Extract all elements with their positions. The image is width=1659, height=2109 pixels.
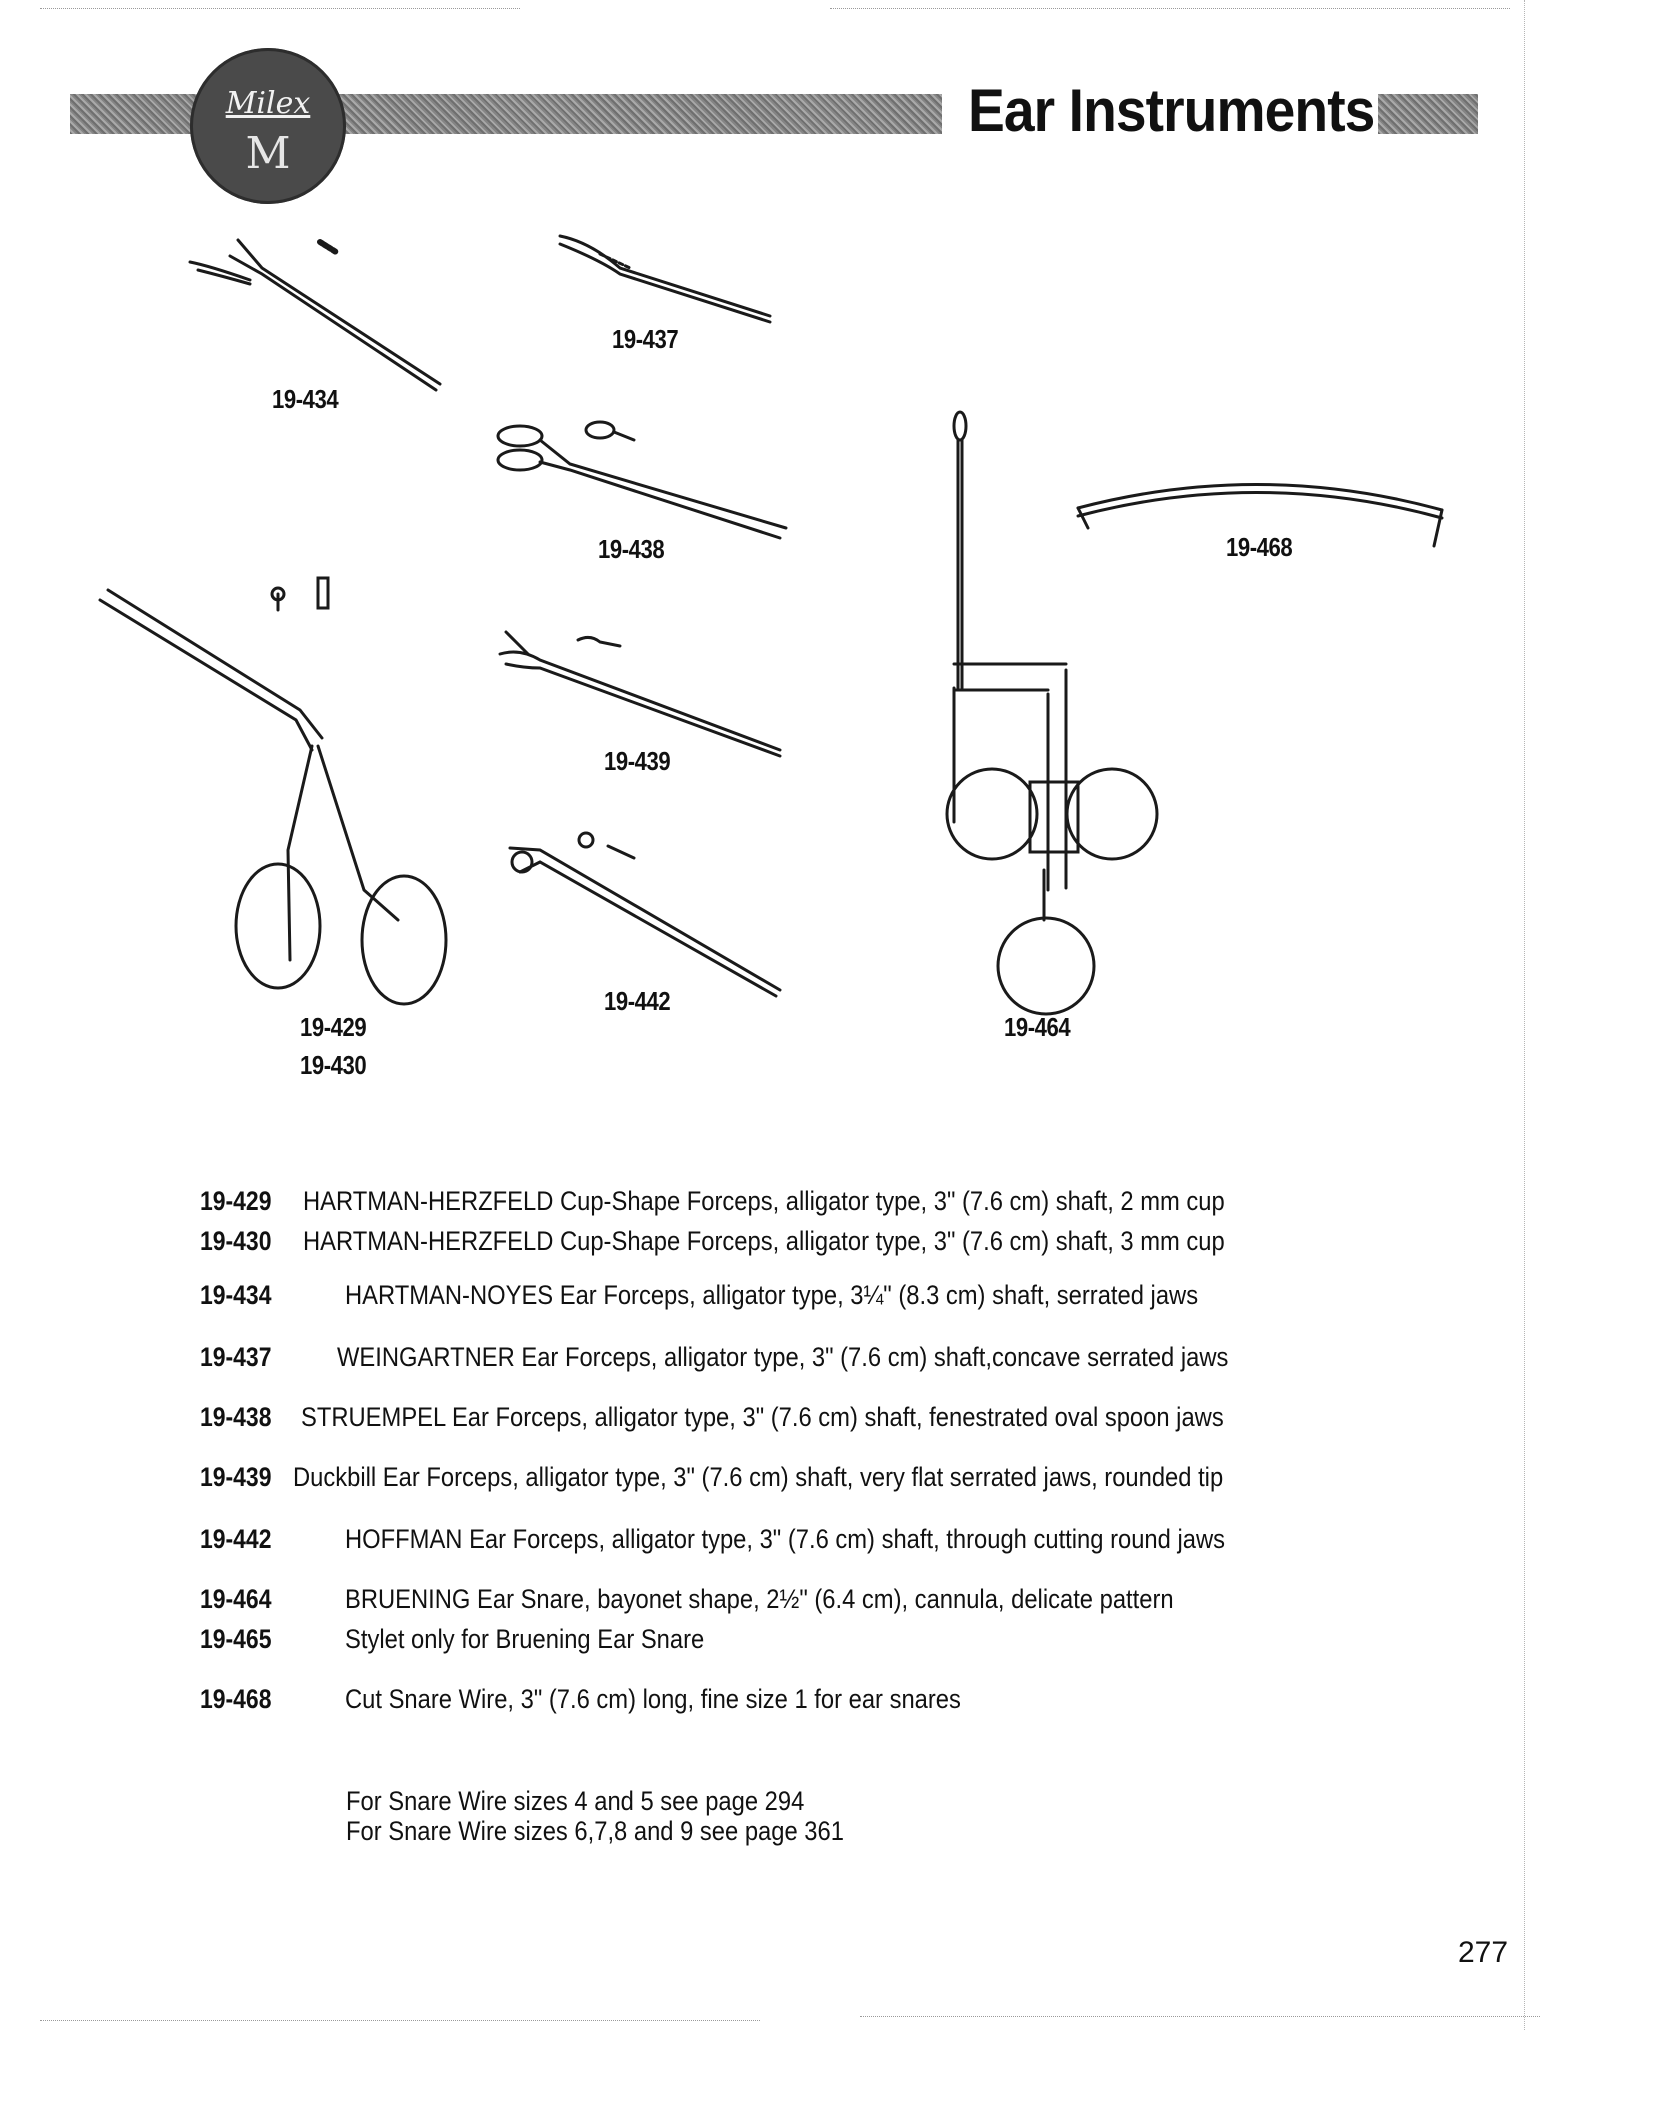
catalog-line — [200, 1524, 1350, 1564]
note-snare-wire-sizes-4-5: For Snare Wire sizes 4 and 5 see page 294 — [346, 1786, 805, 1816]
figure-label-19-429: 19-429 — [300, 1012, 367, 1042]
figure-label-19-438: 19-438 — [598, 534, 665, 564]
item-description: HARTMAN-HERZFELD Cup-Shape Forceps, alligator type, 3" (7.6 cm) shaft, 3 mm cup — [302, 1226, 1225, 1256]
forceps-19-434-illustration — [190, 240, 440, 390]
figure-label-19-430: 19-430 — [300, 1050, 367, 1080]
item-code: 19-437 — [200, 1342, 272, 1372]
item-description: HARTMAN-HERZFELD Cup-Shape Forceps, alligator type, 3" (7.6 cm) shaft, 2 mm cup — [302, 1186, 1225, 1216]
item-description: Duckbill Ear Forceps, alligator type, 3" (7.6 cm) shaft, very flat serrated jaws, rounded tip — [292, 1462, 1224, 1492]
figure-label-19-468: 19-468 — [1226, 532, 1293, 562]
forceps-19-438-illustration — [498, 422, 786, 538]
item-code: 19-464 — [200, 1584, 272, 1614]
forceps-19-439-illustration — [500, 632, 780, 756]
figure-label-19-434: 19-434 — [272, 384, 339, 414]
item-description: Cut Snare Wire, 3" (7.6 cm) long, fine size 1 for ear snares — [345, 1684, 961, 1714]
catalog-line — [200, 1280, 1350, 1320]
item-code: 19-439 — [200, 1462, 272, 1492]
page-number: 277 — [1458, 1936, 1509, 1969]
note-snare-wire-sizes-6-9: For Snare Wire sizes 6,7,8 and 9 see page 361 — [346, 1816, 844, 1846]
item-description: BRUENING Ear Snare, bayonet shape, 2½" (6.4 cm), cannula, delicate pattern — [345, 1584, 1174, 1614]
forceps-19-429-illustration — [100, 578, 446, 1004]
item-description: Stylet only for Bruening Ear Snare — [345, 1624, 705, 1654]
item-code: 19-438 — [200, 1402, 272, 1432]
item-code: 19-429 — [200, 1186, 272, 1216]
catalog-entry-19-429 — [200, 1186, 1350, 1266]
catalog-line — [200, 1342, 1350, 1382]
forceps-19-442-illustration — [510, 833, 780, 996]
catalog-entry-19-464 — [200, 1584, 1350, 1664]
figure-label-19-439: 19-439 — [604, 746, 671, 776]
ear-snare-19-464-illustration — [947, 412, 1157, 1014]
figure-label-19-464: 19-464 — [1004, 1012, 1071, 1042]
catalog-line — [200, 1584, 1350, 1624]
catalog-entry-19-434 — [200, 1280, 1350, 1320]
item-code: 19-468 — [200, 1684, 272, 1714]
scan-border-bottom-left — [40, 2020, 760, 2021]
item-code: 19-430 — [200, 1226, 272, 1256]
scan-border-bottom-right — [860, 2016, 1540, 2017]
item-description: HARTMAN-NOYES Ear Forceps, alligator type, 3¼" (8.3 cm) shaft, serrated jaws — [345, 1280, 1199, 1310]
catalog-line — [200, 1624, 1350, 1664]
catalog-entry-19-442 — [200, 1524, 1350, 1564]
item-description: STRUEMPEL Ear Forceps, alligator type, 3" (7.6 cm) shaft, fenestrated oval spoon jaws — [301, 1402, 1225, 1432]
item-description: HOFFMAN Ear Forceps, alligator type, 3" (7.6 cm) shaft, through cutting round jaws — [345, 1524, 1225, 1554]
catalog-entry-19-437 — [200, 1342, 1350, 1382]
item-code: 19-442 — [200, 1524, 272, 1554]
logo-script-text: Milex — [225, 86, 311, 121]
catalog-line — [200, 1186, 1350, 1226]
catalog-entry-19-468 — [200, 1684, 1350, 1724]
item-description: WEINGARTNER Ear Forceps, alligator type, 3" (7.6 cm) shaft,concave serrated jaws — [337, 1342, 1229, 1372]
page-title: Ear Instruments — [968, 77, 1375, 144]
figure-label-19-437: 19-437 — [612, 324, 679, 354]
catalog-entry-19-438 — [200, 1402, 1350, 1442]
catalog-line — [200, 1684, 1350, 1724]
catalog-line — [200, 1402, 1350, 1442]
catalog-line — [200, 1226, 1350, 1266]
catalog-line — [200, 1462, 1350, 1502]
item-code: 19-465 — [200, 1624, 272, 1654]
logo-monogram: M — [245, 128, 291, 179]
forceps-19-437-illustration — [560, 236, 770, 322]
figure-label-19-442: 19-442 — [604, 986, 671, 1016]
catalog-entry-19-439 — [200, 1462, 1350, 1502]
item-code: 19-434 — [200, 1280, 272, 1310]
